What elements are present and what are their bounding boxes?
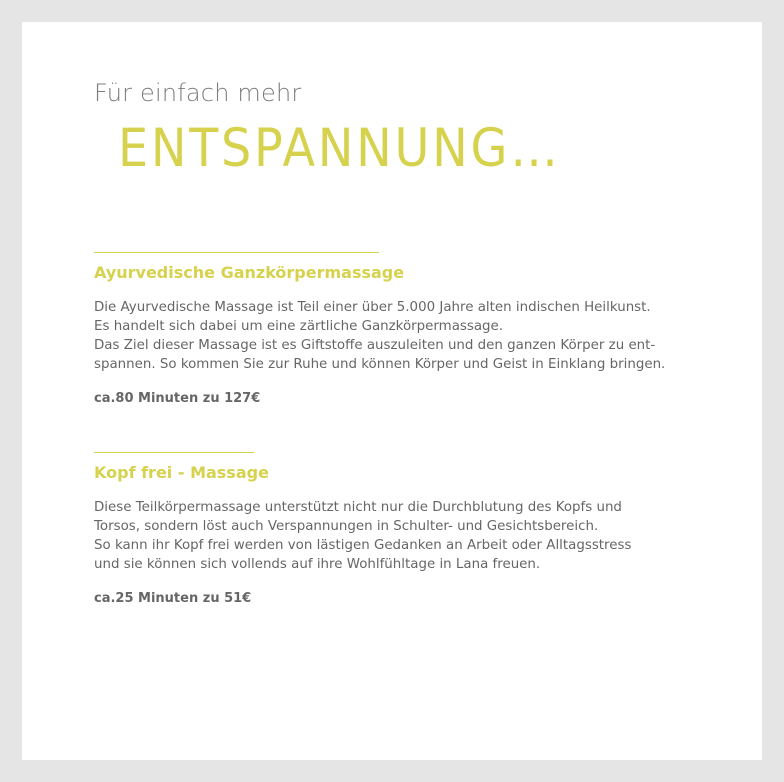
description-line: So kann ihr Kopf frei werden von lästigen Gedanken an Arbeit oder Alltagsstress <box>94 538 632 553</box>
description-line: und sie können sich vollends auf ihre Wohlfühltage in Lana freuen. <box>94 557 541 572</box>
section-description <box>94 498 704 574</box>
section-divider <box>94 452 254 453</box>
massage-section-ayurvedic <box>94 252 704 408</box>
description-line: Es handelt sich dabei um eine zärtliche Ganzkörpermassage. <box>94 319 504 334</box>
section-divider <box>94 252 379 253</box>
description-line: Die Ayurvedische Massage ist Teil einer über 5.000 Jahre alten indischen Heilkunst. <box>94 300 651 315</box>
description-line: spannen. So kommen Sie zur Ruhe und können Körper und Geist in Einklang bringen. <box>94 357 666 372</box>
description-line: Diese Teilkörpermassage unterstützt nicht nur die Durchblutung des Kopfs und <box>94 500 622 515</box>
section-description <box>94 298 704 374</box>
page <box>22 22 762 760</box>
description-line: Das Ziel dieser Massage ist es Giftstoffe auszuleiten und den ganzen Körper zu ent- <box>94 338 656 353</box>
section-price: ca.80 Minuten zu 127€ <box>94 391 261 406</box>
description-line: Torsos, sondern löst auch Verspannungen in Schulter- und Gesichtsbereich. <box>94 519 599 534</box>
page-title: ENTSPANNUNG… <box>118 118 561 179</box>
page-subtitle: Für einfach mehr <box>94 79 302 107</box>
massage-section-head <box>94 452 704 608</box>
section-price: ca.25 Minuten zu 51€ <box>94 591 252 606</box>
section-title: Ayurvedische Ganzkörpermassage <box>94 263 405 282</box>
section-title: Kopf frei - Massage <box>94 463 269 482</box>
